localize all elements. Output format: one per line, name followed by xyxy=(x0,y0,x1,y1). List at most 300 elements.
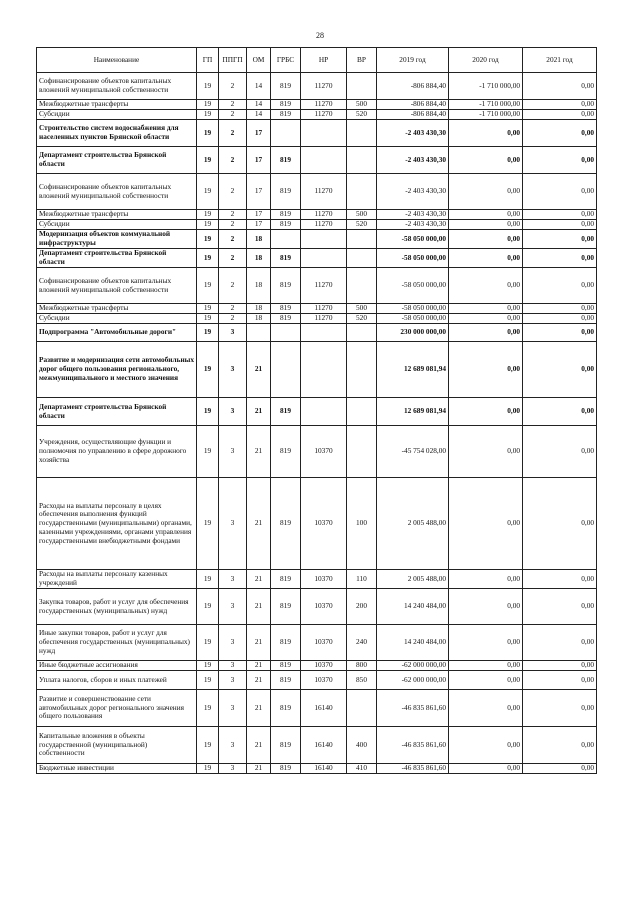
table-cell-ppgp: 3 xyxy=(219,342,247,398)
table-cell-ppgp: 2 xyxy=(219,230,247,249)
table-cell-gp: 19 xyxy=(197,230,219,249)
table-cell-ppgp: 2 xyxy=(219,314,247,324)
table-row xyxy=(37,120,597,147)
table-cell-om: 14 xyxy=(247,110,271,120)
table-cell-name: Строительство систем водоснабжения для населенных пунктов Брянской области xyxy=(37,120,197,147)
table-cell-vr xyxy=(347,230,377,249)
table-cell-2019: -2 403 430,30 xyxy=(377,147,449,174)
table-cell-name: Подпрограмма "Автомобильные дороги" xyxy=(37,324,197,342)
table-cell-2019: 14 240 484,00 xyxy=(377,589,449,625)
table-cell-vr: 520 xyxy=(347,314,377,324)
table-cell-nr: 11270 xyxy=(301,110,347,120)
table-cell-ppgp: 2 xyxy=(219,249,247,268)
table-cell-2019: -62 000 000,00 xyxy=(377,671,449,690)
table-cell-vr: 110 xyxy=(347,570,377,589)
table-row xyxy=(37,764,597,774)
table-cell-gp: 19 xyxy=(197,249,219,268)
table-cell-ppgp: 2 xyxy=(219,120,247,147)
table-cell-om: 18 xyxy=(247,304,271,314)
table-cell-gp: 19 xyxy=(197,426,219,478)
table-cell-2021: 0,00 xyxy=(523,110,597,120)
table-cell-2020: 0,00 xyxy=(449,661,523,671)
table-cell-2021: 0,00 xyxy=(523,727,597,764)
table-cell-2020: 0,00 xyxy=(449,174,523,210)
table-cell-om: 17 xyxy=(247,147,271,174)
table-cell-2020: 0,00 xyxy=(449,210,523,220)
header-row xyxy=(37,48,597,73)
table-cell-vr: 100 xyxy=(347,478,377,570)
table-cell-2019: -58 050 000,00 xyxy=(377,314,449,324)
table-cell-nr: 11270 xyxy=(301,100,347,110)
table-cell-name: Капитальные вложения в объекты государственной (муниципальной) собственности xyxy=(37,727,197,764)
table-cell-name: Расходы на выплаты персоналу в целях обеспечения выполнения функций государственными (муниципальными) органами, казенными учреждениями, органами управления государственными внебюджетными фондами xyxy=(37,478,197,570)
table-cell-grbs: 819 xyxy=(271,764,301,774)
table-cell-grbs: 819 xyxy=(271,314,301,324)
table-cell-name: Субсидии xyxy=(37,314,197,324)
table-cell-om: 21 xyxy=(247,671,271,690)
table-row xyxy=(37,210,597,220)
table-cell-name: Софинансирование объектов капитальных вложений муниципальной собственности xyxy=(37,73,197,100)
table-cell-2021: 0,00 xyxy=(523,174,597,210)
table-cell-2019: -2 403 430,30 xyxy=(377,120,449,147)
table-cell-grbs: 819 xyxy=(271,210,301,220)
table-cell-2021: 0,00 xyxy=(523,147,597,174)
table-cell-grbs: 819 xyxy=(271,147,301,174)
table-row xyxy=(37,342,597,398)
table-cell-gp: 19 xyxy=(197,314,219,324)
table-cell-2020: 0,00 xyxy=(449,268,523,304)
table-cell-name: Департамент строительства Брянской области xyxy=(37,249,197,268)
table-cell-2020: 0,00 xyxy=(449,727,523,764)
table-cell-nr: 11270 xyxy=(301,220,347,230)
column-header-2020: 2020 год xyxy=(449,48,523,73)
table-cell-2021: 0,00 xyxy=(523,661,597,671)
table-cell-nr: 11270 xyxy=(301,210,347,220)
table-cell-2021: 0,00 xyxy=(523,268,597,304)
table-cell-nr xyxy=(301,120,347,147)
table-cell-om xyxy=(247,324,271,342)
page-number: 28 xyxy=(316,31,324,40)
table-cell-vr xyxy=(347,268,377,304)
table-cell-vr: 200 xyxy=(347,589,377,625)
table-cell-2021: 0,00 xyxy=(523,73,597,100)
table-row xyxy=(37,690,597,727)
table-cell-2021: 0,00 xyxy=(523,342,597,398)
table-cell-om: 17 xyxy=(247,210,271,220)
table-row xyxy=(37,426,597,478)
table-cell-2019: 14 240 484,00 xyxy=(377,625,449,661)
table-cell-2021: 0,00 xyxy=(523,120,597,147)
table-cell-name: Департамент строительства Брянской области xyxy=(37,147,197,174)
column-header-om: ОМ xyxy=(247,48,271,73)
table-cell-om: 21 xyxy=(247,426,271,478)
table-cell-2020: 0,00 xyxy=(449,625,523,661)
table-cell-2019: 12 689 081,94 xyxy=(377,398,449,426)
table-row xyxy=(37,398,597,426)
table-cell-grbs xyxy=(271,324,301,342)
table-cell-2019: -46 835 861,60 xyxy=(377,764,449,774)
table-cell-gp: 19 xyxy=(197,268,219,304)
table-cell-nr: 16140 xyxy=(301,690,347,727)
table-cell-2019: 2 005 488,00 xyxy=(377,478,449,570)
table-cell-2020: 0,00 xyxy=(449,690,523,727)
table-cell-vr: 520 xyxy=(347,110,377,120)
table-cell-nr: 11270 xyxy=(301,314,347,324)
column-header-gp: ГП xyxy=(197,48,219,73)
table-cell-2021: 0,00 xyxy=(523,230,597,249)
column-header-2019: 2019 год xyxy=(377,48,449,73)
table-cell-grbs: 819 xyxy=(271,661,301,671)
table-cell-2019: -45 754 028,00 xyxy=(377,426,449,478)
table-cell-ppgp: 2 xyxy=(219,210,247,220)
table-cell-2019: -58 050 000,00 xyxy=(377,230,449,249)
table-cell-2020: 0,00 xyxy=(449,589,523,625)
table-cell-2021: 0,00 xyxy=(523,690,597,727)
table-cell-2020: 0,00 xyxy=(449,230,523,249)
table-cell-om: 18 xyxy=(247,314,271,324)
table-cell-om: 21 xyxy=(247,690,271,727)
table-body xyxy=(37,73,597,774)
table-cell-gp: 19 xyxy=(197,764,219,774)
table-cell-grbs: 819 xyxy=(271,73,301,100)
table-cell-name: Межбюджетные трансферты xyxy=(37,210,197,220)
table-cell-name: Модернизация объектов коммунальной инфраструктуры xyxy=(37,230,197,249)
table-cell-grbs: 819 xyxy=(271,625,301,661)
table-cell-gp: 19 xyxy=(197,304,219,314)
table-cell-2021: 0,00 xyxy=(523,570,597,589)
table-cell-gp: 19 xyxy=(197,120,219,147)
table-cell-2019: -62 000 000,00 xyxy=(377,661,449,671)
table-cell-gp: 19 xyxy=(197,73,219,100)
table-row xyxy=(37,110,597,120)
table-cell-2019: -58 050 000,00 xyxy=(377,249,449,268)
table-cell-ppgp: 3 xyxy=(219,324,247,342)
table-cell-om: 18 xyxy=(247,230,271,249)
table-cell-gp: 19 xyxy=(197,324,219,342)
table-cell-grbs: 819 xyxy=(271,690,301,727)
table-cell-vr: 520 xyxy=(347,220,377,230)
table-cell-2020: 0,00 xyxy=(449,426,523,478)
table-cell-vr xyxy=(347,120,377,147)
table-cell-vr: 400 xyxy=(347,727,377,764)
table-cell-2020: -1 710 000,00 xyxy=(449,110,523,120)
table-cell-ppgp: 2 xyxy=(219,220,247,230)
table-cell-nr: 10370 xyxy=(301,661,347,671)
table-cell-ppgp: 3 xyxy=(219,398,247,426)
table-cell-vr xyxy=(347,398,377,426)
table-row xyxy=(37,73,597,100)
table-cell-om: 21 xyxy=(247,764,271,774)
table-cell-2020: 0,00 xyxy=(449,478,523,570)
table-cell-gp: 19 xyxy=(197,570,219,589)
table-row xyxy=(37,625,597,661)
table-cell-name: Иные закупки товаров, работ и услуг для обеспечения государственных (муниципальных) нужд xyxy=(37,625,197,661)
table-cell-grbs: 819 xyxy=(271,589,301,625)
table-cell-2020: 0,00 xyxy=(449,324,523,342)
table-cell-2019: -2 403 430,30 xyxy=(377,210,449,220)
table-cell-2021: 0,00 xyxy=(523,426,597,478)
table-row xyxy=(37,304,597,314)
table-cell-vr xyxy=(347,174,377,210)
table-cell-2019: -58 050 000,00 xyxy=(377,304,449,314)
column-header-2021: 2021 год xyxy=(523,48,597,73)
table-cell-ppgp: 3 xyxy=(219,478,247,570)
table-cell-ppgp: 2 xyxy=(219,100,247,110)
table-cell-2021: 0,00 xyxy=(523,314,597,324)
table-cell-vr: 800 xyxy=(347,661,377,671)
table-row xyxy=(37,324,597,342)
table-row xyxy=(37,314,597,324)
table-cell-2019: -806 884,40 xyxy=(377,110,449,120)
table-cell-ppgp: 3 xyxy=(219,426,247,478)
table-cell-gp: 19 xyxy=(197,174,219,210)
table-cell-vr xyxy=(347,690,377,727)
table-cell-om: 21 xyxy=(247,625,271,661)
table-cell-nr xyxy=(301,398,347,426)
table-cell-vr xyxy=(347,324,377,342)
table-cell-2020: 0,00 xyxy=(449,147,523,174)
table-cell-gp: 19 xyxy=(197,690,219,727)
table-cell-2021: 0,00 xyxy=(523,100,597,110)
table-cell-name: Субсидии xyxy=(37,220,197,230)
table-row xyxy=(37,230,597,249)
table-cell-vr xyxy=(347,342,377,398)
table-cell-ppgp: 2 xyxy=(219,268,247,304)
table-cell-2021: 0,00 xyxy=(523,764,597,774)
table-cell-vr xyxy=(347,147,377,174)
table-cell-om: 21 xyxy=(247,342,271,398)
table-cell-om: 18 xyxy=(247,249,271,268)
table-cell-2020: 0,00 xyxy=(449,249,523,268)
table-cell-ppgp: 2 xyxy=(219,73,247,100)
table-cell-ppgp: 3 xyxy=(219,589,247,625)
table-cell-name: Учреждения, осуществляющие функции и полномочия по управлению в сфере дорожного хозяйства xyxy=(37,426,197,478)
table-cell-nr: 11270 xyxy=(301,174,347,210)
table-cell-2019: -806 884,40 xyxy=(377,100,449,110)
table-cell-2019: -46 835 861,60 xyxy=(377,690,449,727)
table-cell-nr: 10370 xyxy=(301,671,347,690)
table-cell-gp: 19 xyxy=(197,100,219,110)
table-cell-nr: 10370 xyxy=(301,570,347,589)
table-cell-gp: 19 xyxy=(197,478,219,570)
table-cell-nr xyxy=(301,324,347,342)
table-cell-2020: 0,00 xyxy=(449,764,523,774)
column-header-ppgp: ППГП xyxy=(219,48,247,73)
table-cell-gp: 19 xyxy=(197,625,219,661)
table-cell-name: Расходы на выплаты персоналу казенных учреждений xyxy=(37,570,197,589)
table-cell-om: 21 xyxy=(247,570,271,589)
table-cell-nr: 16140 xyxy=(301,727,347,764)
table-cell-vr: 410 xyxy=(347,764,377,774)
table-cell-2020: 0,00 xyxy=(449,220,523,230)
table-cell-name: Закупка товаров, работ и услуг для обеспечения государственных (муниципальных) нужд xyxy=(37,589,197,625)
table-cell-name: Софинансирование объектов капитальных вложений муниципальной собственности xyxy=(37,174,197,210)
table-cell-2021: 0,00 xyxy=(523,478,597,570)
table-cell-2020: 0,00 xyxy=(449,342,523,398)
table-cell-2021: 0,00 xyxy=(523,304,597,314)
table-cell-om: 14 xyxy=(247,73,271,100)
table-row xyxy=(37,570,597,589)
table-cell-ppgp: 3 xyxy=(219,625,247,661)
table-cell-nr: 16140 xyxy=(301,764,347,774)
table-row xyxy=(37,661,597,671)
table-cell-nr: 10370 xyxy=(301,625,347,661)
table-cell-grbs: 819 xyxy=(271,100,301,110)
table-cell-ppgp: 3 xyxy=(219,661,247,671)
table-cell-grbs: 819 xyxy=(271,174,301,210)
table-cell-gp: 19 xyxy=(197,661,219,671)
table-cell-nr xyxy=(301,249,347,268)
table-cell-ppgp: 3 xyxy=(219,690,247,727)
table-cell-ppgp: 2 xyxy=(219,174,247,210)
table-row xyxy=(37,727,597,764)
table-cell-2019: -2 403 430,30 xyxy=(377,174,449,210)
table-cell-grbs: 819 xyxy=(271,426,301,478)
table-cell-grbs: 819 xyxy=(271,220,301,230)
table-cell-vr: 850 xyxy=(347,671,377,690)
table-row xyxy=(37,100,597,110)
table-cell-ppgp: 3 xyxy=(219,727,247,764)
table-cell-grbs: 819 xyxy=(271,671,301,690)
table-cell-2021: 0,00 xyxy=(523,324,597,342)
table-cell-vr: 500 xyxy=(347,210,377,220)
table-cell-grbs: 819 xyxy=(271,110,301,120)
table-cell-om: 21 xyxy=(247,478,271,570)
table-cell-2021: 0,00 xyxy=(523,249,597,268)
table-cell-nr xyxy=(301,342,347,398)
table-cell-om: 21 xyxy=(247,589,271,625)
table-cell-name: Софинансирование объектов капитальных вложений муниципальной собственности xyxy=(37,268,197,304)
table-cell-grbs: 819 xyxy=(271,727,301,764)
table-cell-gp: 19 xyxy=(197,342,219,398)
table-cell-2021: 0,00 xyxy=(523,625,597,661)
table-cell-name: Бюджетные инвестиции xyxy=(37,764,197,774)
table-cell-grbs xyxy=(271,120,301,147)
table-cell-om: 18 xyxy=(247,268,271,304)
table-cell-grbs: 819 xyxy=(271,570,301,589)
table-cell-2019: -806 884,40 xyxy=(377,73,449,100)
table-cell-om: 21 xyxy=(247,398,271,426)
table-cell-gp: 19 xyxy=(197,727,219,764)
table-cell-2019: -58 050 000,00 xyxy=(377,268,449,304)
table-cell-2021: 0,00 xyxy=(523,671,597,690)
table-cell-nr: 11270 xyxy=(301,268,347,304)
table-cell-ppgp: 2 xyxy=(219,110,247,120)
table-cell-nr: 11270 xyxy=(301,304,347,314)
table-cell-gp: 19 xyxy=(197,589,219,625)
table-cell-2020: 0,00 xyxy=(449,314,523,324)
column-header-grbs: ГРБС xyxy=(271,48,301,73)
column-header-nr: НР xyxy=(301,48,347,73)
table-cell-2020: 0,00 xyxy=(449,304,523,314)
table-cell-gp: 19 xyxy=(197,220,219,230)
table-cell-om: 17 xyxy=(247,220,271,230)
table-cell-2020: 0,00 xyxy=(449,570,523,589)
table-cell-name: Развитие и модернизация сети автомобильных дорог общего пользования регионального, межмуниципального и местного значения xyxy=(37,342,197,398)
table-cell-ppgp: 2 xyxy=(219,304,247,314)
table-cell-vr xyxy=(347,426,377,478)
table-cell-2019: 2 005 488,00 xyxy=(377,570,449,589)
table-cell-grbs: 819 xyxy=(271,478,301,570)
table-cell-ppgp: 3 xyxy=(219,671,247,690)
table-cell-ppgp: 2 xyxy=(219,147,247,174)
table-cell-name: Уплата налогов, сборов и иных платежей xyxy=(37,671,197,690)
table-cell-nr: 10370 xyxy=(301,426,347,478)
table-cell-grbs: 819 xyxy=(271,268,301,304)
table-cell-om: 21 xyxy=(247,727,271,764)
table-cell-2021: 0,00 xyxy=(523,220,597,230)
table-row xyxy=(37,478,597,570)
table-cell-2020: -1 710 000,00 xyxy=(449,73,523,100)
table-cell-om: 14 xyxy=(247,100,271,110)
column-header-vr: ВР xyxy=(347,48,377,73)
table-cell-2020: 0,00 xyxy=(449,120,523,147)
table-cell-om: 17 xyxy=(247,120,271,147)
table-cell-grbs: 819 xyxy=(271,249,301,268)
table-row xyxy=(37,671,597,690)
table-cell-gp: 19 xyxy=(197,147,219,174)
table-cell-2020: 0,00 xyxy=(449,671,523,690)
table-cell-2021: 0,00 xyxy=(523,589,597,625)
table-cell-gp: 19 xyxy=(197,210,219,220)
table-cell-2019: -2 403 430,30 xyxy=(377,220,449,230)
table-cell-2019: -46 835 861,60 xyxy=(377,727,449,764)
table-cell-gp: 19 xyxy=(197,398,219,426)
table-cell-name: Развитие и совершенствование сети автомобильных дорог регионального значения общего пользования xyxy=(37,690,197,727)
table-cell-nr xyxy=(301,230,347,249)
table-cell-2021: 0,00 xyxy=(523,398,597,426)
table-cell-name: Департамент строительства Брянской области xyxy=(37,398,197,426)
table-cell-gp: 19 xyxy=(197,671,219,690)
table-cell-2020: 0,00 xyxy=(449,398,523,426)
table-row xyxy=(37,174,597,210)
table-cell-ppgp: 3 xyxy=(219,570,247,589)
table-cell-grbs xyxy=(271,342,301,398)
table-row xyxy=(37,249,597,268)
table-cell-nr: 10370 xyxy=(301,478,347,570)
table-row xyxy=(37,589,597,625)
table-cell-nr: 10370 xyxy=(301,589,347,625)
table-cell-name: Субсидии xyxy=(37,110,197,120)
table-cell-2019: 230 000 000,00 xyxy=(377,324,449,342)
table-cell-name: Межбюджетные трансферты xyxy=(37,100,197,110)
table-cell-om: 21 xyxy=(247,661,271,671)
table-cell-2021: 0,00 xyxy=(523,210,597,220)
table-cell-grbs: 819 xyxy=(271,398,301,426)
table-cell-vr: 240 xyxy=(347,625,377,661)
budget-table xyxy=(36,47,597,774)
table-cell-name: Межбюджетные трансферты xyxy=(37,304,197,314)
table-row xyxy=(37,268,597,304)
table-cell-name: Иные бюджетные ассигнования xyxy=(37,661,197,671)
column-header-name: Наименование xyxy=(37,48,197,73)
table-row xyxy=(37,220,597,230)
table-cell-gp: 19 xyxy=(197,110,219,120)
table-row xyxy=(37,147,597,174)
table-cell-nr xyxy=(301,147,347,174)
table-cell-2019: 12 689 081,94 xyxy=(377,342,449,398)
table-cell-om: 17 xyxy=(247,174,271,210)
table-cell-vr: 500 xyxy=(347,304,377,314)
table-cell-vr xyxy=(347,73,377,100)
table-cell-2020: -1 710 000,00 xyxy=(449,100,523,110)
table-cell-grbs: 819 xyxy=(271,304,301,314)
table-cell-vr: 500 xyxy=(347,100,377,110)
table-cell-grbs xyxy=(271,230,301,249)
table-cell-ppgp: 3 xyxy=(219,764,247,774)
table-cell-vr xyxy=(347,249,377,268)
table-cell-nr: 11270 xyxy=(301,73,347,100)
